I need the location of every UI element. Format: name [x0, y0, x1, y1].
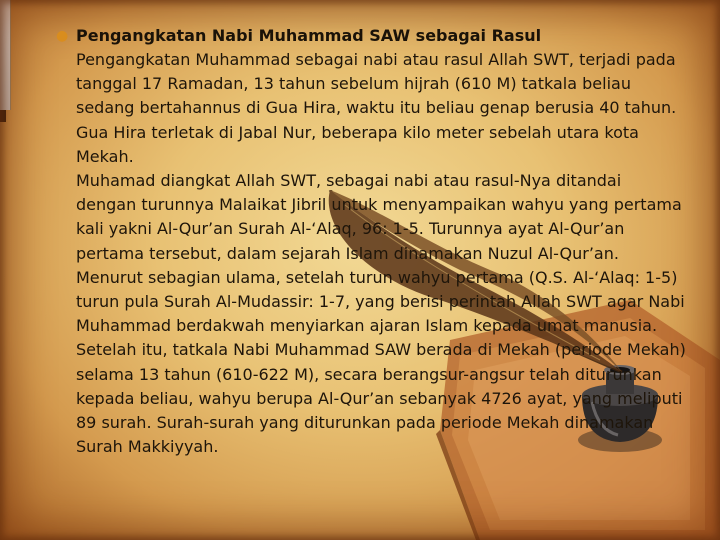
bullet-title-row — [56, 24, 686, 48]
round-bullet-icon: ● — [56, 28, 69, 44]
paragraph-al-mudassir: Menurut sebagian ulama, setelah turun wahyu pertama (Q.S. Al-‘Alaq: 1-5) turun pula Surah Al-Mudassir: 1-7, yang berisi perintah Allah SWT agar Nabi Muhammad berdakwah menyiarkan ajaran Islam kepada umat manusia. — [76, 267, 685, 336]
slide-title: Pengangkatan Nabi Muhammad SAW sebagai Rasul — [76, 26, 542, 45]
paragraph-pengangkatan: Pengangkatan Muhammad sebagai nabi atau rasul Allah SWT, terjadi pada tanggal 17 Ramadan, 13 tahun sebelum hijrah (610 M) tatkala beliau sedang bertahannus di Gua Hira, waktu itu beliau genap berusia 40 tahun. Gua Hira terletak di Jabal Nur, beberapa kilo meter sebelah utara kota Mekah. — [76, 50, 677, 166]
paragraph-nuzul-quran: Muhamad diangkat Allah SWT, sebagai nabi atau rasul-Nya ditandai dengan turunnya Malaikat Jibril untuk menyampaikan wahyu yang pertama kali yakni Al-Qur’an Surah Al-‘Alaq, 96: 1-5. Turunnya ayat Al-Qur’an pertama tersebut, dalam sejarah Islam dinamakan Nuzul Al-Qur’an. — [76, 171, 682, 263]
window-edge-mark — [0, 110, 6, 122]
slide-content — [56, 24, 686, 459]
window-edge-strip — [0, 0, 11, 110]
paragraph-periode-mekah: Setelah itu, tatkala Nabi Muhammad SAW berada di Mekah (periode Mekah) selama 13 tahun (610-622 M), secara berangsur-angsur telah diturunkan kepada beliau, wahyu berupa Al-Qur’an sebanyak 4726 ayat, yang meliputi 89 surah. Surah-surah yang diturunkan pada periode Mekah dinamakan Surah Makkiyyah. — [76, 340, 686, 457]
